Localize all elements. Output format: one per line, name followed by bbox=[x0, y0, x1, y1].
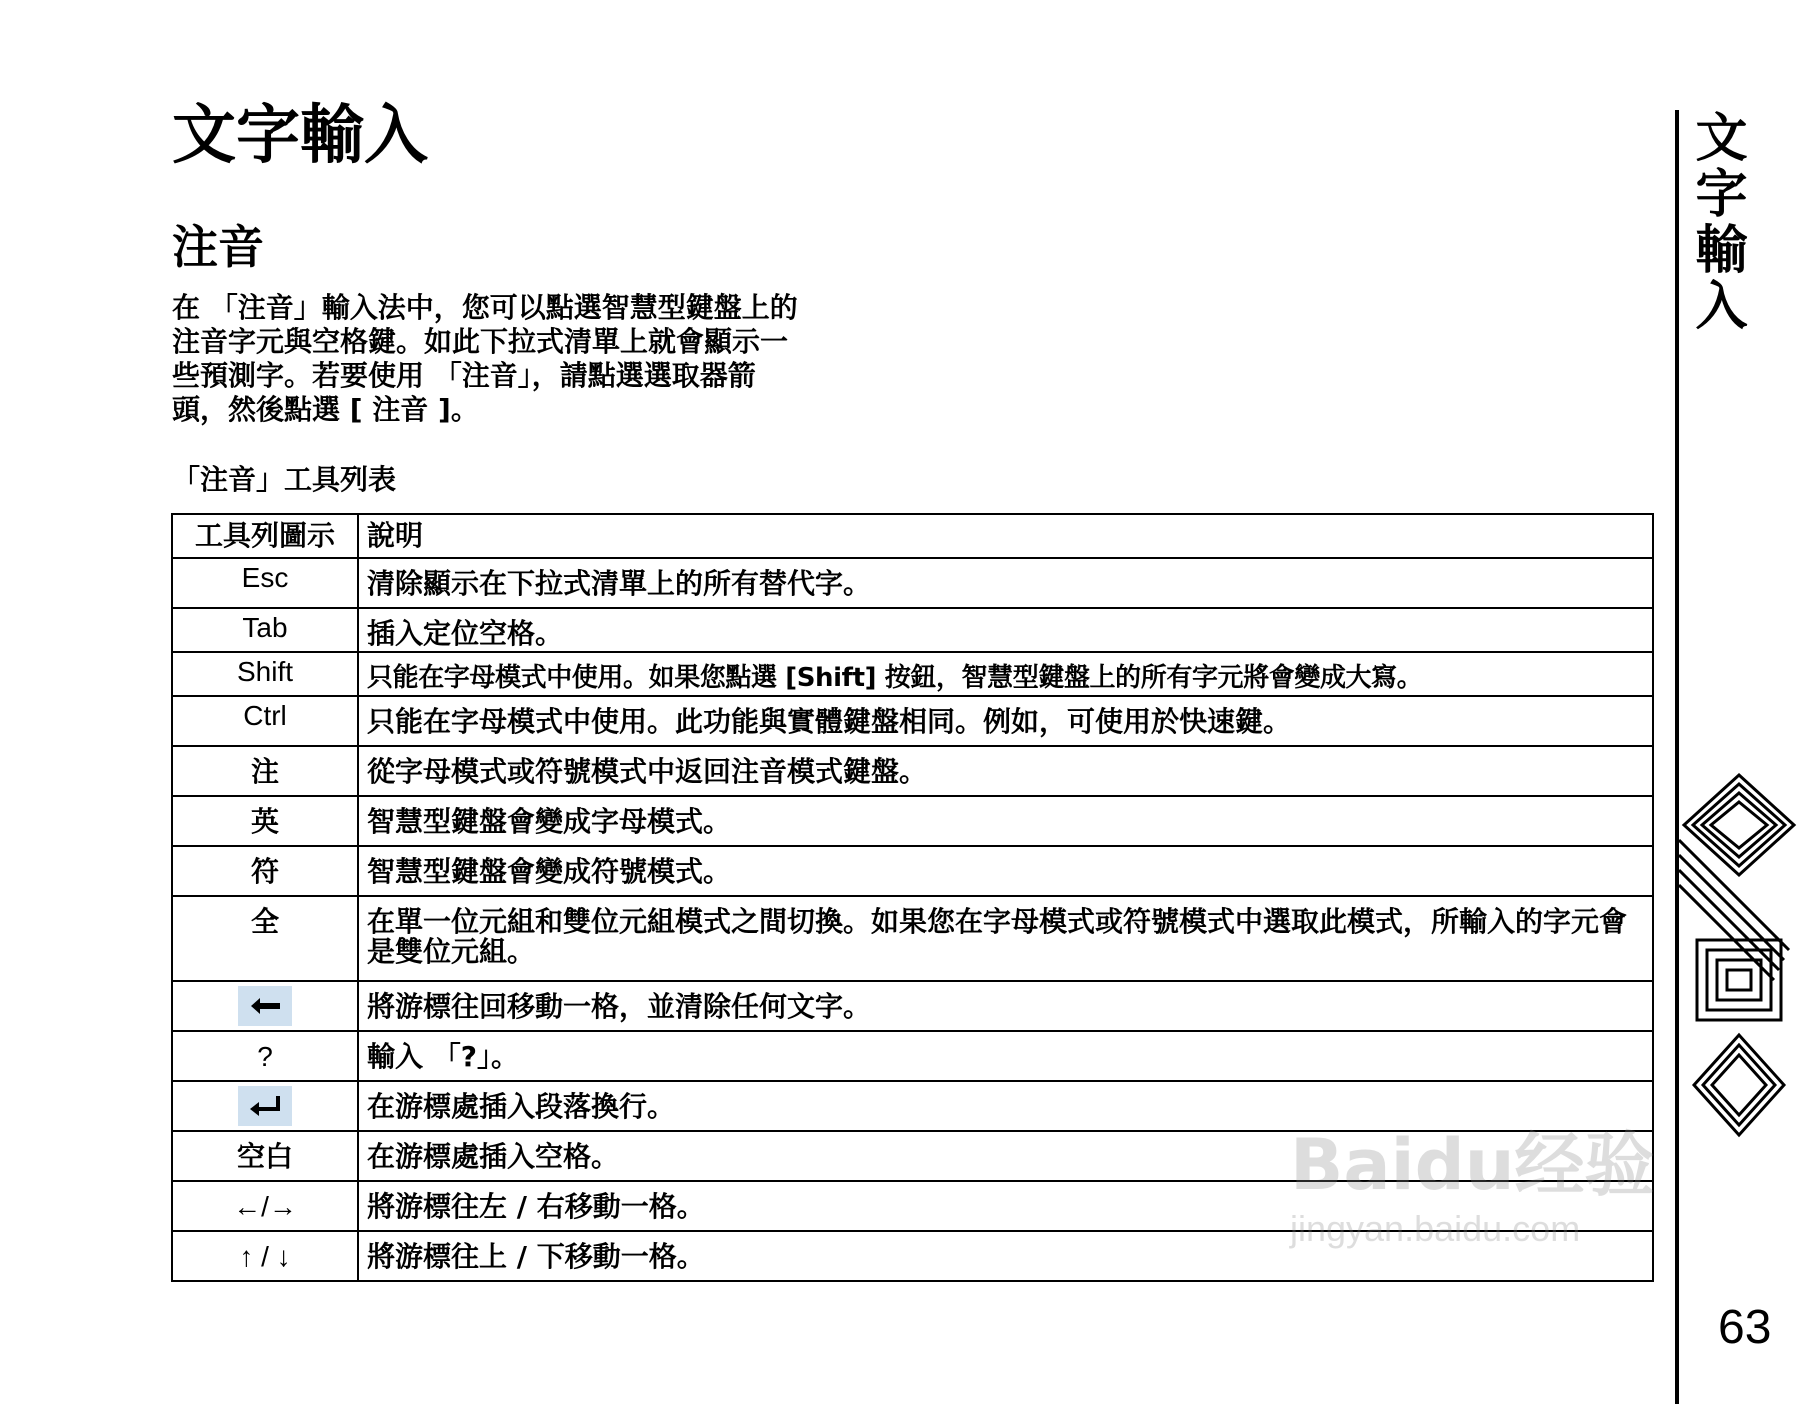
key-cell: 注 bbox=[172, 746, 358, 796]
key-cell: 空白 bbox=[172, 1131, 358, 1181]
description-cell: 清除顯示在下拉式清單上的所有替代字。 bbox=[358, 558, 1653, 608]
description-cell: 插入定位空格。 bbox=[358, 608, 1653, 652]
description-cell: 從字母模式或符號模式中返回注音模式鍵盤。 bbox=[358, 746, 1653, 796]
table-row bbox=[172, 608, 1653, 652]
watermark-url: jingyan.baidu.com bbox=[1290, 1208, 1581, 1249]
table-row bbox=[172, 558, 1653, 608]
key-cell: 符 bbox=[172, 846, 358, 896]
enter-icon bbox=[238, 1086, 292, 1126]
description-cell: 將游標往上 / 下移動一格。 bbox=[358, 1231, 1653, 1281]
backspace-icon bbox=[238, 986, 292, 1026]
key-cell: ↑ / ↓ bbox=[172, 1231, 358, 1281]
description-cell: 輸入 「?」。 bbox=[358, 1031, 1653, 1081]
key-cell: Ctrl bbox=[172, 696, 358, 746]
page-title: 文字輸入 bbox=[172, 99, 428, 173]
description-cell: 在游標處插入段落換行。 bbox=[358, 1081, 1653, 1131]
table-header-row bbox=[172, 514, 1653, 558]
key-cell: ? bbox=[172, 1031, 358, 1081]
description-cell: 智慧型鍵盤會變成符號模式。 bbox=[358, 846, 1653, 896]
header-icon-column: 工具列圖示 bbox=[172, 514, 358, 558]
table-row bbox=[172, 846, 1653, 896]
section-title: 注音 bbox=[172, 220, 264, 274]
side-divider bbox=[1675, 110, 1679, 1404]
table-row bbox=[172, 1031, 1653, 1081]
key-cell: ←/→ bbox=[172, 1181, 358, 1231]
watermark-brand: Baidu经验 bbox=[1290, 1124, 1655, 1206]
description-cell: 在游標處插入空格。 bbox=[358, 1131, 1653, 1181]
key-cell: 英 bbox=[172, 796, 358, 846]
description-cell: 將游標往回移動一格，並清除任何文字。 bbox=[358, 981, 1653, 1031]
table-row bbox=[172, 696, 1653, 746]
key-cell: 全 bbox=[172, 896, 358, 981]
description-cell: 智慧型鍵盤會變成字母模式。 bbox=[358, 796, 1653, 846]
description-cell: 只能在字母模式中使用。如果您點選 [Shift] 按鈕，智慧型鍵盤上的所有字元將會變成大寫。 bbox=[358, 652, 1653, 696]
key-cell: Tab bbox=[172, 608, 358, 652]
key-cell bbox=[172, 1081, 358, 1131]
table-row bbox=[172, 796, 1653, 846]
page-number: 63 bbox=[1718, 1301, 1772, 1354]
table-row bbox=[172, 652, 1653, 696]
baidu-watermark bbox=[1290, 1124, 1655, 1250]
table-row bbox=[172, 896, 1653, 981]
key-cell: Esc bbox=[172, 558, 358, 608]
intro-paragraph: 在 「注音」輸入法中，您可以點選智慧型鍵盤上的 注音字元與空格鍵。如此下拉式清單上就會顯示一 些預測字。若要使用 「注音」，請點選選取器箭 頭，然後點選 [ 注音 ]。 bbox=[172, 291, 798, 426]
table-caption: 「注音」工具列表 bbox=[172, 463, 397, 496]
side-chapter-label: 文字輸入 bbox=[1686, 110, 1746, 334]
description-cell: 只能在字母模式中使用。此功能與實體鍵盤相同。例如，可使用於快速鍵。 bbox=[358, 696, 1653, 746]
description-cell: 將游標往左 / 右移動一格。 bbox=[358, 1181, 1653, 1231]
header-description-column: 說明 bbox=[358, 514, 1653, 558]
table-row bbox=[172, 746, 1653, 796]
key-cell bbox=[172, 981, 358, 1031]
description-cell: 在單一位元組和雙位元組模式之間切換。如果您在字母模式或符號模式中選取此模式，所輸入的字元會是雙位元組。 bbox=[358, 896, 1653, 981]
key-cell: Shift bbox=[172, 652, 358, 696]
table-row bbox=[172, 981, 1653, 1031]
decorative-pattern-icon bbox=[1679, 770, 1799, 1190]
